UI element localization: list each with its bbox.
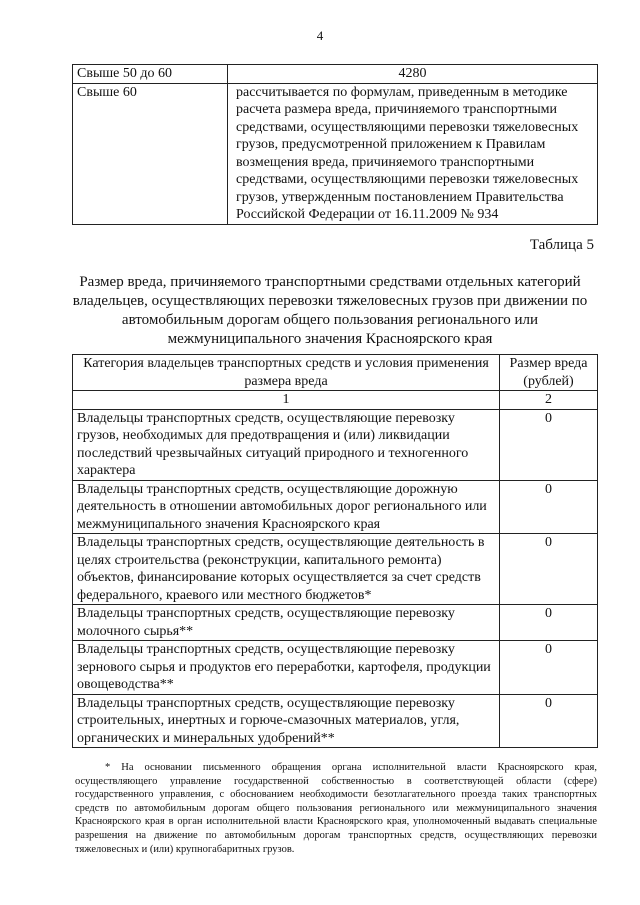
table-row [73,409,598,480]
column-header-category: Категория владельцев транспортных средств и условия применения размера вреда [73,355,500,391]
table-row [73,694,598,748]
owner-category: Владельцы транспортных средств, осуществляющие перевозку грузов, необходимых для предотвращения и (или) ликвидации последствий чрезвычайных ситуаций природного и техногенного характера [73,409,500,480]
damage-value: 0 [500,694,598,748]
column-header-damage: Размер вреда (рублей) [500,355,598,391]
table-row [73,83,598,224]
axle-load-category: Свыше 60 [73,83,228,224]
damage-value: 0 [500,534,598,605]
table-title: Размер вреда, причиняемого транспортными средствами отдельных категорий владельцев, осуществляющих перевозки тяжеловесных грузов при движении по автомобильным дорогам общего пользования регионального или межмуниципального значения Красноярского края [72,274,588,347]
column-number-row [73,391,598,410]
footnote-text: * На основании письменного обращения органа исполнительной власти Красноярского края, осуществляющего управление государственной собственностью в соответствующей области (сфере) государственного управления, с обоснованием необходимости безотлагательного проезда таких транспортных средств по автомобильным дорогам общего пользования регионального или межмуниципального значения Красноярского края в орган исполнительной власти Красноярского края, уполномоченный выдавать специальные разрешения на движение по автомобильным дорогам транспортных средств, осуществляющих перевозки тяжеловесных и (или) крупногабаритных грузов. [75,762,597,855]
damage-value: рассчитывается по формулам, приведенным в методике расчета размера вреда, причиняемого транспортными средствами, осуществляющими перевозки тяжеловесных грузов, предусмотренной приложением к Правилам возмещения вреда, причиняемого транспортными средствами, осуществляющими перевозки тяжеловесных грузов, утвержденным постановлением Правительства Российской Федерации от 16.11.2009 № 934 [228,83,598,224]
owner-category-damage-table [72,354,598,748]
page-number: 4 [316,28,324,43]
table-row [73,65,598,84]
table-row [73,534,598,605]
table-header-row [73,355,598,391]
damage-value: 4280 [228,65,598,84]
damage-rate-table-continued [72,64,598,225]
footnote [75,761,597,856]
axle-load-category: Свыше 50 до 60 [73,65,228,84]
table-row [73,480,598,534]
table-row [73,605,598,641]
damage-value: 0 [500,641,598,695]
table-label: Таблица 5 [529,237,594,253]
column-number: 2 [500,391,598,410]
damage-value: 0 [500,480,598,534]
table-row [73,641,598,695]
damage-value: 0 [500,605,598,641]
owner-category: Владельцы транспортных средств, осуществляющие перевозку молочного сырья** [73,605,500,641]
owner-category: Владельцы транспортных средств, осуществляющие перевозку зернового сырья и продуктов его переработки, картофеля, продукции овощеводства** [73,641,500,695]
owner-category: Владельцы транспортных средств, осуществляющие деятельность в целях строительства (реконструкции, капитального ремонта) объектов, финансирование которых осуществляется за счет средств федерального, краевого или местного бюджетов* [73,534,500,605]
owner-category: Владельцы транспортных средств, осуществляющие перевозку строительных, инертных и горюче-смазочных материалов, угля, органических и минеральных удобрений** [73,694,500,748]
column-number: 1 [73,391,500,410]
owner-category: Владельцы транспортных средств, осуществляющие дорожную деятельность в отношении автомобильных дорог регионального или межмуниципального значения Красноярского края [73,480,500,534]
damage-value: 0 [500,409,598,480]
